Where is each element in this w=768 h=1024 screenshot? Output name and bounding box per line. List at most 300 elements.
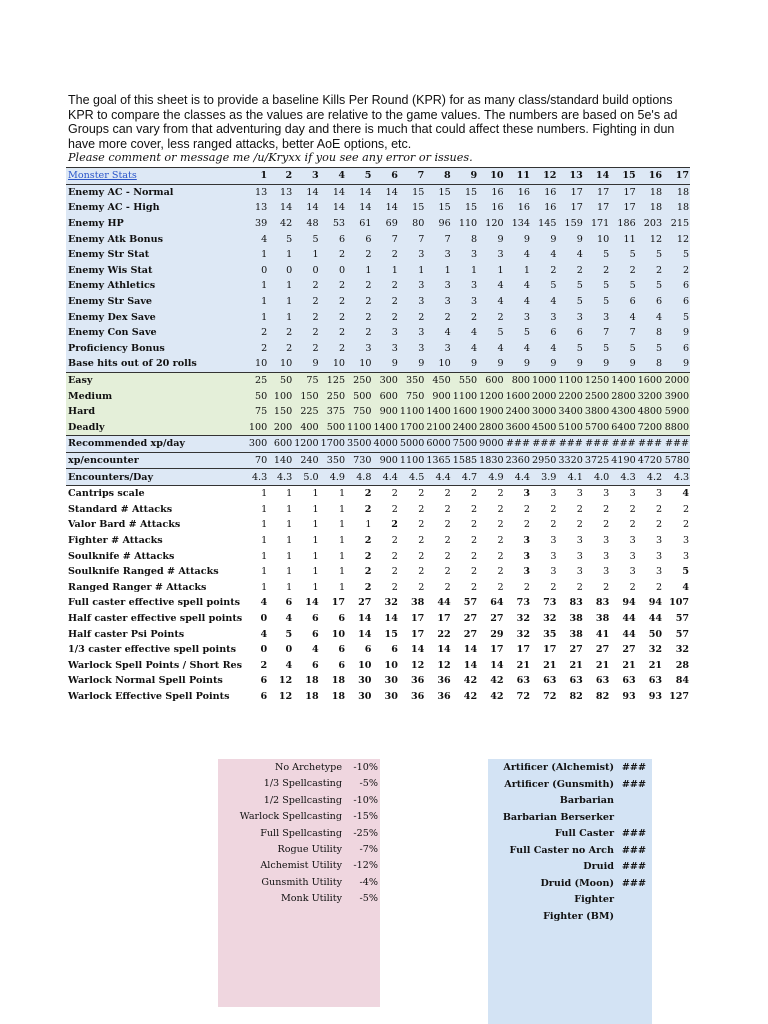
table-cell: 4300 [610, 404, 636, 420]
table-cell: 41 [584, 626, 610, 642]
table-cell: 2 [372, 564, 398, 580]
table-cell: 375 [320, 404, 346, 420]
row-label: Enemy Athletics [66, 278, 243, 294]
table-cell: 1200 [478, 388, 504, 404]
table-cell: 3 [452, 294, 478, 310]
table-cell: 500 [346, 388, 372, 404]
table-cell: 3 [399, 247, 425, 263]
table-row [66, 533, 690, 549]
table-cell: 30 [372, 673, 398, 689]
table-cell: 3 [637, 548, 663, 564]
table-cell: 4.4 [425, 469, 451, 486]
modifier-row [240, 811, 380, 822]
table-cell: 2 [478, 564, 504, 580]
table-row [66, 689, 690, 705]
table-cell: 73 [531, 595, 557, 611]
table-cell: 350 [399, 372, 425, 388]
table-cell: 6 [372, 642, 398, 658]
table-cell: 4.3 [610, 469, 636, 486]
modifier-row [264, 778, 380, 789]
table-cell: 82 [584, 689, 610, 705]
row-label: Hard [66, 404, 243, 420]
table-cell: 35 [531, 626, 557, 642]
table-cell: 57 [663, 626, 690, 642]
table-cell: 3800 [584, 404, 610, 420]
table-cell: 8 [637, 325, 663, 341]
table-cell: 107 [663, 595, 690, 611]
table-cell: 2 [346, 485, 372, 501]
table-cell: 2 [478, 517, 504, 533]
table-cell: 5 [584, 278, 610, 294]
table-cell: ### [637, 436, 663, 453]
table-cell: 1 [243, 501, 268, 517]
table-cell: 2 [505, 517, 531, 533]
table-cell: 6 [663, 294, 690, 310]
table-cell: 3 [452, 247, 478, 263]
row-label: Half caster effective spell points [66, 611, 243, 627]
table-cell: 3400 [557, 404, 583, 420]
table-cell: 32 [663, 642, 690, 658]
table-cell: 0 [243, 642, 268, 658]
table-cell: 4.3 [663, 469, 690, 486]
table-cell: 6 [243, 689, 268, 705]
row-label: Valor Bard # Attacks [66, 517, 243, 533]
table-cell: 14 [478, 657, 504, 673]
level-header: 2 [268, 168, 293, 185]
table-cell: 57 [452, 595, 478, 611]
table-cell: 900 [372, 404, 398, 420]
row-label: xp/encounter [66, 452, 243, 469]
table-cell: 5 [637, 247, 663, 263]
table-cell: 250 [346, 372, 372, 388]
table-cell: 5 [663, 309, 690, 325]
table-cell: 15 [452, 200, 478, 216]
table-cell: 38 [557, 626, 583, 642]
table-cell: 1 [243, 579, 268, 595]
table-cell: 22 [425, 626, 451, 642]
table-cell: 6 [293, 626, 319, 642]
table-cell: 9 [505, 356, 531, 372]
class-label: Full Caster no Arch [509, 844, 614, 856]
table-cell: 3 [637, 533, 663, 549]
table-cell: 1 [268, 247, 293, 263]
table-cell: 200 [268, 420, 293, 436]
table-cell: 7 [610, 325, 636, 341]
row-label: Enemy AC - High [66, 200, 243, 216]
table-cell: 203 [637, 216, 663, 232]
table-cell: 1 [243, 309, 268, 325]
table-cell: 2 [452, 309, 478, 325]
class-label: Full Caster [554, 828, 614, 839]
table-cell: 0 [243, 611, 268, 627]
table-cell: 3900 [663, 388, 690, 404]
table-cell: 1100 [399, 452, 425, 469]
table-cell: 21 [637, 657, 663, 673]
table-cell: 32 [505, 626, 531, 642]
table-cell: ### [557, 436, 583, 453]
table-cell: 4 [478, 294, 504, 310]
table-cell: 1600 [505, 388, 531, 404]
modifier-value: -12% [353, 860, 378, 872]
table-cell: 13 [243, 184, 268, 200]
row-label: Enemy AC - Normal [66, 184, 243, 200]
table-cell: 1 [293, 548, 319, 564]
table-cell: 1 [268, 485, 293, 501]
table-cell: 1 [320, 501, 346, 517]
table-cell: 1 [243, 564, 268, 580]
table-cell: 30 [346, 689, 372, 705]
table-row [66, 657, 690, 673]
table-row [66, 372, 690, 388]
table-cell: 5 [584, 294, 610, 310]
table-cell: 63 [557, 673, 583, 689]
table-cell: 2 [346, 579, 372, 595]
modifier-row [260, 860, 380, 871]
table-cell: 6 [663, 278, 690, 294]
intro-line: Groups can vary from that adventuring day and there is much that could affect these numbers. Fighting in dun [68, 122, 675, 137]
level-header: 14 [584, 168, 610, 185]
level-header: 8 [425, 168, 451, 185]
table-cell: 17 [425, 611, 451, 627]
level-header: 5 [346, 168, 372, 185]
table-row [66, 642, 690, 658]
table-cell: 27 [557, 642, 583, 658]
modifier-row [281, 893, 380, 904]
table-cell: 12 [268, 689, 293, 705]
table-cell: 4 [531, 247, 557, 263]
table-cell: 800 [505, 372, 531, 388]
table-cell: 2 [399, 548, 425, 564]
intro-line: have more cover, less ranged attacks, better AoE options, etc. [68, 136, 412, 151]
table-cell: 1 [293, 485, 319, 501]
table-cell: 5780 [663, 452, 690, 469]
table-cell: 159 [557, 216, 583, 232]
row-label: Soulknife Ranged # Attacks [66, 564, 243, 580]
table-cell: 3 [531, 485, 557, 501]
table-cell: 4.4 [372, 469, 398, 486]
table-cell: 1 [293, 579, 319, 595]
table-cell: 1250 [584, 372, 610, 388]
table-cell: 10 [372, 657, 398, 673]
table-cell: 9 [478, 356, 504, 372]
table-cell: 18 [293, 673, 319, 689]
table-row [66, 356, 690, 372]
table-cell: 2 [320, 341, 346, 357]
table-cell: 83 [584, 595, 610, 611]
table-cell: 2 [320, 278, 346, 294]
table-cell: 15 [425, 200, 451, 216]
table-row [66, 595, 690, 611]
class-label: Fighter [574, 894, 614, 905]
table-cell: 14 [346, 626, 372, 642]
table-cell: 2 [663, 263, 690, 279]
table-row [66, 548, 690, 564]
modifier-label: Full Spellcasting [260, 827, 342, 839]
class-label: Druid [583, 861, 614, 872]
table-cell: 1400 [610, 372, 636, 388]
table-cell: 38 [584, 611, 610, 627]
table-cell: 9 [478, 231, 504, 247]
table-cell: 3 [584, 548, 610, 564]
table-cell: 6 [610, 294, 636, 310]
table-cell: 2 [425, 579, 451, 595]
table-cell: 2 [243, 325, 268, 341]
table-cell: 3600 [505, 420, 531, 436]
table-cell: 2 [557, 501, 583, 517]
classes-panel [488, 759, 652, 1024]
table-cell: 1 [372, 263, 398, 279]
table-cell: 1100 [399, 404, 425, 420]
class-label: Barbarian [559, 795, 614, 806]
table-cell: 50 [243, 388, 268, 404]
table-cell: 16 [478, 184, 504, 200]
table-cell: 3 [637, 485, 663, 501]
table-cell: 27 [452, 611, 478, 627]
table-cell: 9 [531, 231, 557, 247]
table-cell: 15 [372, 626, 398, 642]
table-row [66, 388, 690, 404]
table-cell: 300 [372, 372, 398, 388]
table-cell: 2 [478, 579, 504, 595]
table-cell: 5 [293, 231, 319, 247]
table-cell: 500 [320, 420, 346, 436]
table-cell: 6 [346, 231, 372, 247]
row-label: Enemy Str Save [66, 294, 243, 310]
table-cell: 14 [452, 657, 478, 673]
table-cell: 550 [452, 372, 478, 388]
table-cell: 10 [346, 657, 372, 673]
modifier-value: -7% [359, 844, 378, 855]
class-row [488, 878, 648, 892]
table-cell: 2 [425, 564, 451, 580]
modifier-value: -10% [353, 794, 378, 806]
table-cell: 2 [452, 579, 478, 595]
stats-table [66, 167, 690, 704]
table-cell: 1 [268, 501, 293, 517]
table-cell: 14 [293, 184, 319, 200]
table-cell: 13 [243, 200, 268, 216]
table-cell: 5.0 [293, 469, 319, 486]
table-cell: 2 [478, 548, 504, 564]
table-cell: 2 [610, 501, 636, 517]
table-cell: 730 [346, 452, 372, 469]
table-cell: 36 [425, 689, 451, 705]
table-cell: 3 [531, 548, 557, 564]
class-row [488, 894, 648, 908]
class-label: Artificer (Alchemist) [503, 762, 614, 773]
table-cell: 400 [293, 420, 319, 436]
table-cell: 4.4 [505, 469, 531, 486]
table-cell: 14 [320, 184, 346, 200]
class-value: ### [621, 877, 646, 889]
table-cell: ### [663, 436, 690, 453]
modifier-value: -10% [353, 762, 378, 773]
table-cell: 3200 [637, 388, 663, 404]
table-cell: 3 [425, 341, 451, 357]
table-row [66, 278, 690, 294]
monster-stats-link[interactable]: Monster Stats [68, 170, 137, 182]
table-cell: 3 [505, 309, 531, 325]
table-cell: 36 [399, 673, 425, 689]
table-cell: 1 [293, 501, 319, 517]
table-cell: 12 [399, 657, 425, 673]
class-value: ### [621, 828, 646, 839]
table-cell: 215 [663, 216, 690, 232]
table-cell: 1400 [425, 404, 451, 420]
table-cell: 4 [637, 309, 663, 325]
table-cell: 2 [372, 294, 398, 310]
table-cell: 3 [452, 278, 478, 294]
table-cell: 8 [452, 231, 478, 247]
row-label: Warlock Spell Points / Short Res [66, 657, 243, 673]
table-cell: 2000 [531, 388, 557, 404]
table-cell: 2 [505, 501, 531, 517]
table-cell: 3 [557, 548, 583, 564]
table-cell: 1 [293, 517, 319, 533]
table-cell: 1 [293, 564, 319, 580]
table-row [66, 294, 690, 310]
table-cell: 2 [372, 579, 398, 595]
table-cell: 3 [399, 341, 425, 357]
table-cell: 27 [346, 595, 372, 611]
table-cell: 14 [346, 200, 372, 216]
table-cell: 4 [243, 595, 268, 611]
table-cell: 2 [399, 485, 425, 501]
table-cell: 4720 [637, 452, 663, 469]
table-cell: 2 [637, 579, 663, 595]
table-cell: 9 [663, 325, 690, 341]
table-cell: 2 [452, 564, 478, 580]
table-cell: 1400 [372, 420, 398, 436]
table-cell: 39 [243, 216, 268, 232]
table-cell: 10 [346, 356, 372, 372]
table-cell: 6400 [610, 420, 636, 436]
modifier-row [278, 844, 380, 855]
table-cell: 17 [531, 642, 557, 658]
row-label: Enemy Str Stat [66, 247, 243, 263]
table-cell: 6 [320, 642, 346, 658]
class-row [488, 911, 648, 925]
table-cell: 2 [268, 325, 293, 341]
table-cell: 5 [584, 341, 610, 357]
row-label: Soulknife # Attacks [66, 548, 243, 564]
modifier-value: -25% [353, 827, 378, 839]
table-cell: 4 [663, 485, 690, 501]
table-cell: 1100 [452, 388, 478, 404]
table-cell: 2 [425, 501, 451, 517]
table-cell: 2 [452, 485, 478, 501]
table-cell: 2 [584, 263, 610, 279]
table-cell: 4 [452, 341, 478, 357]
table-cell: 1100 [557, 372, 583, 388]
table-cell: 3 [663, 548, 690, 564]
table-cell: 53 [320, 216, 346, 232]
table-cell: 1 [243, 485, 268, 501]
table-cell: 12 [663, 231, 690, 247]
table-cell: 127 [663, 689, 690, 705]
table-cell: 21 [505, 657, 531, 673]
table-cell: 18 [663, 184, 690, 200]
table-cell: 9 [399, 356, 425, 372]
table-cell: 1700 [320, 436, 346, 453]
table-cell: 4 [243, 626, 268, 642]
table-cell: 48 [293, 216, 319, 232]
level-header: 4 [320, 168, 346, 185]
table-cell: 2000 [663, 372, 690, 388]
table-cell: 14 [346, 611, 372, 627]
table-cell: 3 [584, 309, 610, 325]
table-cell: 2 [346, 247, 372, 263]
table-cell: 3 [399, 294, 425, 310]
class-row [488, 795, 648, 809]
table-cell: 5 [505, 325, 531, 341]
table-cell: 4 [268, 611, 293, 627]
table-cell: 5 [637, 278, 663, 294]
table-cell: 36 [425, 673, 451, 689]
level-header: 6 [372, 168, 398, 185]
table-cell: 1585 [452, 452, 478, 469]
class-row [488, 845, 648, 859]
table-cell: 2 [268, 341, 293, 357]
table-cell: 7 [425, 231, 451, 247]
table-cell: 3 [505, 564, 531, 580]
table-cell: 4 [505, 341, 531, 357]
table-cell: 2 [452, 533, 478, 549]
table-cell: 3 [425, 278, 451, 294]
table-cell: 25 [243, 372, 268, 388]
table-cell: 2950 [531, 452, 557, 469]
table-cell: 16 [505, 184, 531, 200]
table-cell: 63 [505, 673, 531, 689]
table-cell: 4800 [637, 404, 663, 420]
table-cell: 7 [584, 325, 610, 341]
table-cell: 134 [505, 216, 531, 232]
table-cell: 3 [557, 564, 583, 580]
table-cell: 2 [293, 309, 319, 325]
table-cell: 1 [399, 263, 425, 279]
table-cell: 2 [372, 309, 398, 325]
modifier-value: -5% [359, 778, 378, 790]
row-label: Warlock Normal Spell Points [66, 673, 243, 689]
table-cell: 63 [610, 673, 636, 689]
table-row [66, 216, 690, 232]
table-cell: 6 [243, 673, 268, 689]
table-cell: 42 [452, 689, 478, 705]
table-cell: 2 [293, 325, 319, 341]
table-cell: 44 [610, 626, 636, 642]
table-cell: 2 [346, 564, 372, 580]
table-cell: 2 [399, 309, 425, 325]
table-cell: 15 [425, 184, 451, 200]
table-cell: 1000 [531, 372, 557, 388]
table-cell: 2 [663, 517, 690, 533]
class-row [488, 812, 648, 826]
table-cell: 4 [293, 642, 319, 658]
table-cell: 1 [346, 263, 372, 279]
table-cell: 1 [268, 533, 293, 549]
table-cell: 21 [584, 657, 610, 673]
table-cell: 4 [452, 325, 478, 341]
table-cell: 5 [610, 341, 636, 357]
table-cell: 6 [663, 341, 690, 357]
table-cell: 6 [320, 657, 346, 673]
table-cell: 350 [320, 452, 346, 469]
table-cell: 3000 [531, 404, 557, 420]
table-cell: 110 [452, 216, 478, 232]
table-cell: 2 [346, 501, 372, 517]
table-cell: ### [610, 436, 636, 453]
table-cell: 300 [243, 436, 268, 453]
